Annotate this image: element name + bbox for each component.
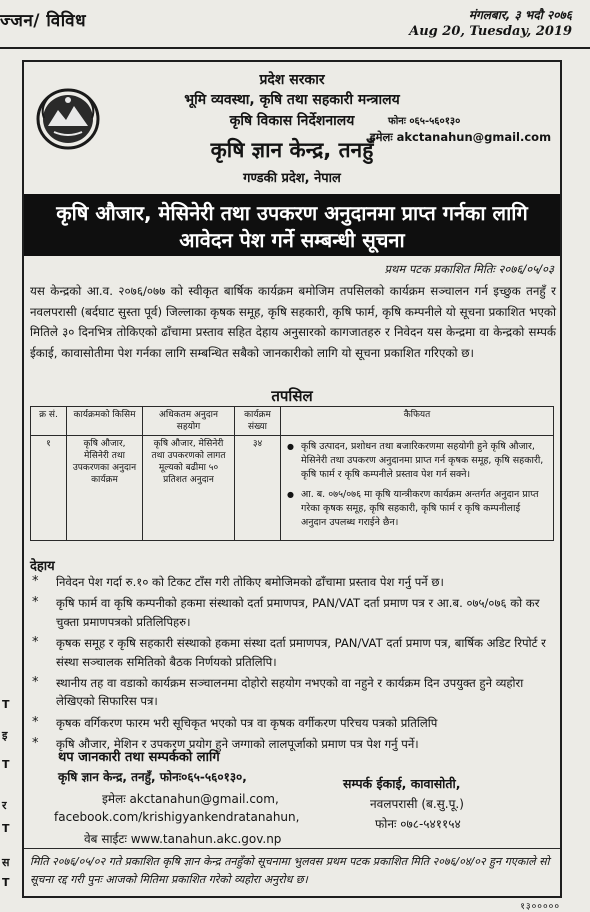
header-rule xyxy=(0,47,590,49)
list-item xyxy=(30,674,556,711)
requirements-list xyxy=(30,573,556,757)
date-english: Aug 20, Tuesday, 2019 xyxy=(409,24,572,39)
cell-max-grant: कृषि औजार, मेसिनेरी तथा उपकरणको लागत मूल्यको बढीमा ५० प्रतिशत अनुदान xyxy=(143,436,235,541)
header-program: कार्यक्रमको किसिम xyxy=(67,407,143,436)
center-name: कृषि ज्ञान केन्द्र, तनहुँ xyxy=(210,138,374,162)
office-phone: फोनः ०६५-५६०१३० xyxy=(388,116,461,127)
margin-fragment: T xyxy=(2,758,10,771)
margin-fragment: र xyxy=(2,799,7,812)
remark-item: ● कृषि उत्पादन, प्रशोधन तथा बजारिकरणमा सहयोगी हुने कृषि औजार, मेसिनेरी तथा उपकरण अनुदानमा प्राप्त गर्न कृषक समूह, कृषि सहकारी, कृषि फार्म र कृषि कम्पनीले प्रस्ताव पेश गर्न सक्ने। xyxy=(287,440,547,482)
ministry-name: भूमि व्यवस्था, कृषि तथा सहकारी मन्त्रालय xyxy=(184,92,400,108)
contact-center-line: कृषि ज्ञान केन्द्र, तनहुँ, फोनः०६५-५६०१३०, xyxy=(58,770,247,784)
margin-fragment: T xyxy=(2,876,10,889)
list-item xyxy=(30,573,556,591)
list-item xyxy=(30,634,556,671)
banner-line-1: कृषि औजार, मेसिनेरी तथा उपकरण अनुदानमा प्राप्त गर्नका लागि xyxy=(56,201,528,225)
requirement-text: कृषि फार्म वा कृषि कम्पनीको हकमा संस्थाको दर्ता प्रमाणपत्र, PAN/VAT दर्ता प्रमाण पत्र र आ.ब. ०७५/०७६ को कर चुक्ता प्रमाणपत्रको प्रतिलिपिहरु। xyxy=(56,596,540,629)
requirement-text: स्थानीय तह वा वडाको कार्यक्रम सञ्चालनमा दोहोरो सहयोग नभएको वा नहुने र कार्यक्रम दिन उपयुक्त हुने व्यहोरा लेखिएको सिफारिस पत्र। xyxy=(56,676,524,709)
bottom-fragment: १३००००० xyxy=(520,902,560,912)
asterisk-icon: * xyxy=(32,595,39,611)
contact-unit-name: सम्पर्क ईकाई, कावासोती, xyxy=(343,776,461,791)
requirement-text: कृषि औजार, मेशिन र उपकरण प्रयोग हुने जग्गाको लालपूर्जाको प्रमाण पत्र पेश गर्नु पर्ने। xyxy=(56,737,419,752)
date-nepali: मंगलबार, ३ भदौ २०७६ xyxy=(468,8,572,22)
cell-sn: १ xyxy=(31,436,67,541)
requirement-text: निवेदन पेश गर्दा रु.१० को टिकट टाँस गरी तोकिए बमोजिमको ढाँचामा प्रस्ताव पेश गर्नु पर्ने छ। xyxy=(56,575,444,589)
contact-heading: थप जानकारी तथा सम्पर्कको लागि xyxy=(58,750,220,765)
header-count: कार्यक्रम संख्या xyxy=(235,407,281,436)
asterisk-icon: * xyxy=(32,736,39,752)
remark-item: ● आ. ब. ०७५/०७६ मा कृषि यान्त्रीकरण कार्यक्रम अन्तर्गत अनुदान प्राप्त गरेका कृषक समूह, कृषि सहकारी, कृषि फार्म र कृषि कम्पनीलाई अनुदान उपलब्ध गराईने छैन। xyxy=(287,488,547,530)
notice-banner xyxy=(24,194,560,256)
margin-fragment: स xyxy=(2,856,10,869)
government-name: प्रदेश सरकार xyxy=(259,72,325,88)
requirement-text: कृषक समूह र कृषि सहकारी संस्थाको हकमा संस्था दर्ता प्रमाणपत्र, PAN/VAT दर्ता प्रमाण पत्र, बार्षिक अडिट रिपोर्ट र संस्था सञ्चालक समितिको बैठक निर्णयको प्रतिलिपि। xyxy=(56,636,546,669)
program-table xyxy=(30,406,554,541)
cell-program: कृषि औजार, मेसिनेरी तथा उपकरणका अनुदान कार्यक्रम xyxy=(67,436,143,541)
contact-facebook: facebook.com/krishigyankendratanahun, xyxy=(54,810,300,824)
asterisk-icon: * xyxy=(32,714,39,730)
asterisk-icon: * xyxy=(32,574,39,589)
margin-fragment: T xyxy=(2,822,10,835)
cell-remarks xyxy=(281,436,554,541)
first-published-date: प्रथम पटक प्रकाशित मितिः २०७६/०५/०३ xyxy=(384,262,554,276)
intro-paragraph: यस केन्द्रको आ.व. २०७६/०७७ को स्वीकृत बार्षिक कार्यक्रम बमोजिम तपसिलको कार्यक्रम सञ्चालन गर्न इच्छुक तनहुँ र नवलपरासी (बर्दघाट सुस्ता पूर्व) जिल्लाका कृषक समूह, कृषि सहकारी, कृषि फार्म, कृषि कम्पनीले यो सूचना प्रकाशित भएको मितिले ३० दिनभित्र तोकिएको ढाँचामा प्रस्ताव सहित देहाय अनुसारको कागजातहरु र निवेदन यस केन्द्रमा वा केन्द्रको सम्पर्क ईकाई, कावासोतीमा पेश गर्नका लागि सम्बन्धित सबैको जानकारीको लागि यो सूचना प्रकाशित गरिएको छ। xyxy=(30,284,556,360)
asterisk-icon: * xyxy=(32,675,39,691)
province-name: गण्डकी प्रदेश, नेपाल xyxy=(243,171,341,186)
header-sn: क्र सं. xyxy=(31,407,67,436)
table-row xyxy=(31,436,554,541)
table-header-row xyxy=(31,407,554,436)
margin-fragment: इ xyxy=(2,729,8,742)
directorate-name: कृषि विकास निर्देशनालय xyxy=(229,113,355,129)
cell-count: ३४ xyxy=(235,436,281,541)
requirement-text: कृषक वर्गिकरण फारम भरी सूचिकृत भएको पत्र वा कृषक वर्गीकरण परिचय पत्रको प्रतिलिपि xyxy=(56,715,438,730)
contact-website: वेब साईटः www.tanahun.akc.gov.np xyxy=(84,832,282,846)
contact-unit-district: नवलपरासी (ब.सु.पू.) xyxy=(370,797,464,811)
header-max-grant: अधिकतम अनुदान सहयोग xyxy=(143,407,235,436)
list-item xyxy=(30,714,556,732)
divider xyxy=(24,848,560,849)
asterisk-icon: * xyxy=(32,635,39,651)
office-email: इमेलः akctanahun@gmail.com xyxy=(370,130,552,144)
banner-line-2: आवेदन पेश गर्ने सम्बन्धी सूचना xyxy=(179,228,405,252)
list-item xyxy=(30,594,556,631)
requirements-heading: देहाय xyxy=(30,559,55,574)
margin-fragment: T xyxy=(2,698,10,711)
correction-note: मिति २०७६/०५/०२ गते प्रकाशित कृषि ज्ञान केन्द्र तनहुँको सूचनामा भुलवस प्रथम पटक प्रकाशित मिति २०७६/०४/०२ हुन गएकाले सो सूचना रद्द गरी पुनः आजको मितिमा प्रकाशित गरेको व्यहोरा अनुरोध छ। xyxy=(30,855,550,886)
table-heading: तपसिल xyxy=(271,387,313,405)
contact-unit-phone: फोनः ०७८-५४११५४ xyxy=(375,817,461,831)
section-title: ज्जन/ विविध xyxy=(0,11,87,31)
contact-email: इमेलः akctanahun@gmail.com, xyxy=(102,792,279,806)
header-remarks: कैफियत xyxy=(281,407,554,436)
